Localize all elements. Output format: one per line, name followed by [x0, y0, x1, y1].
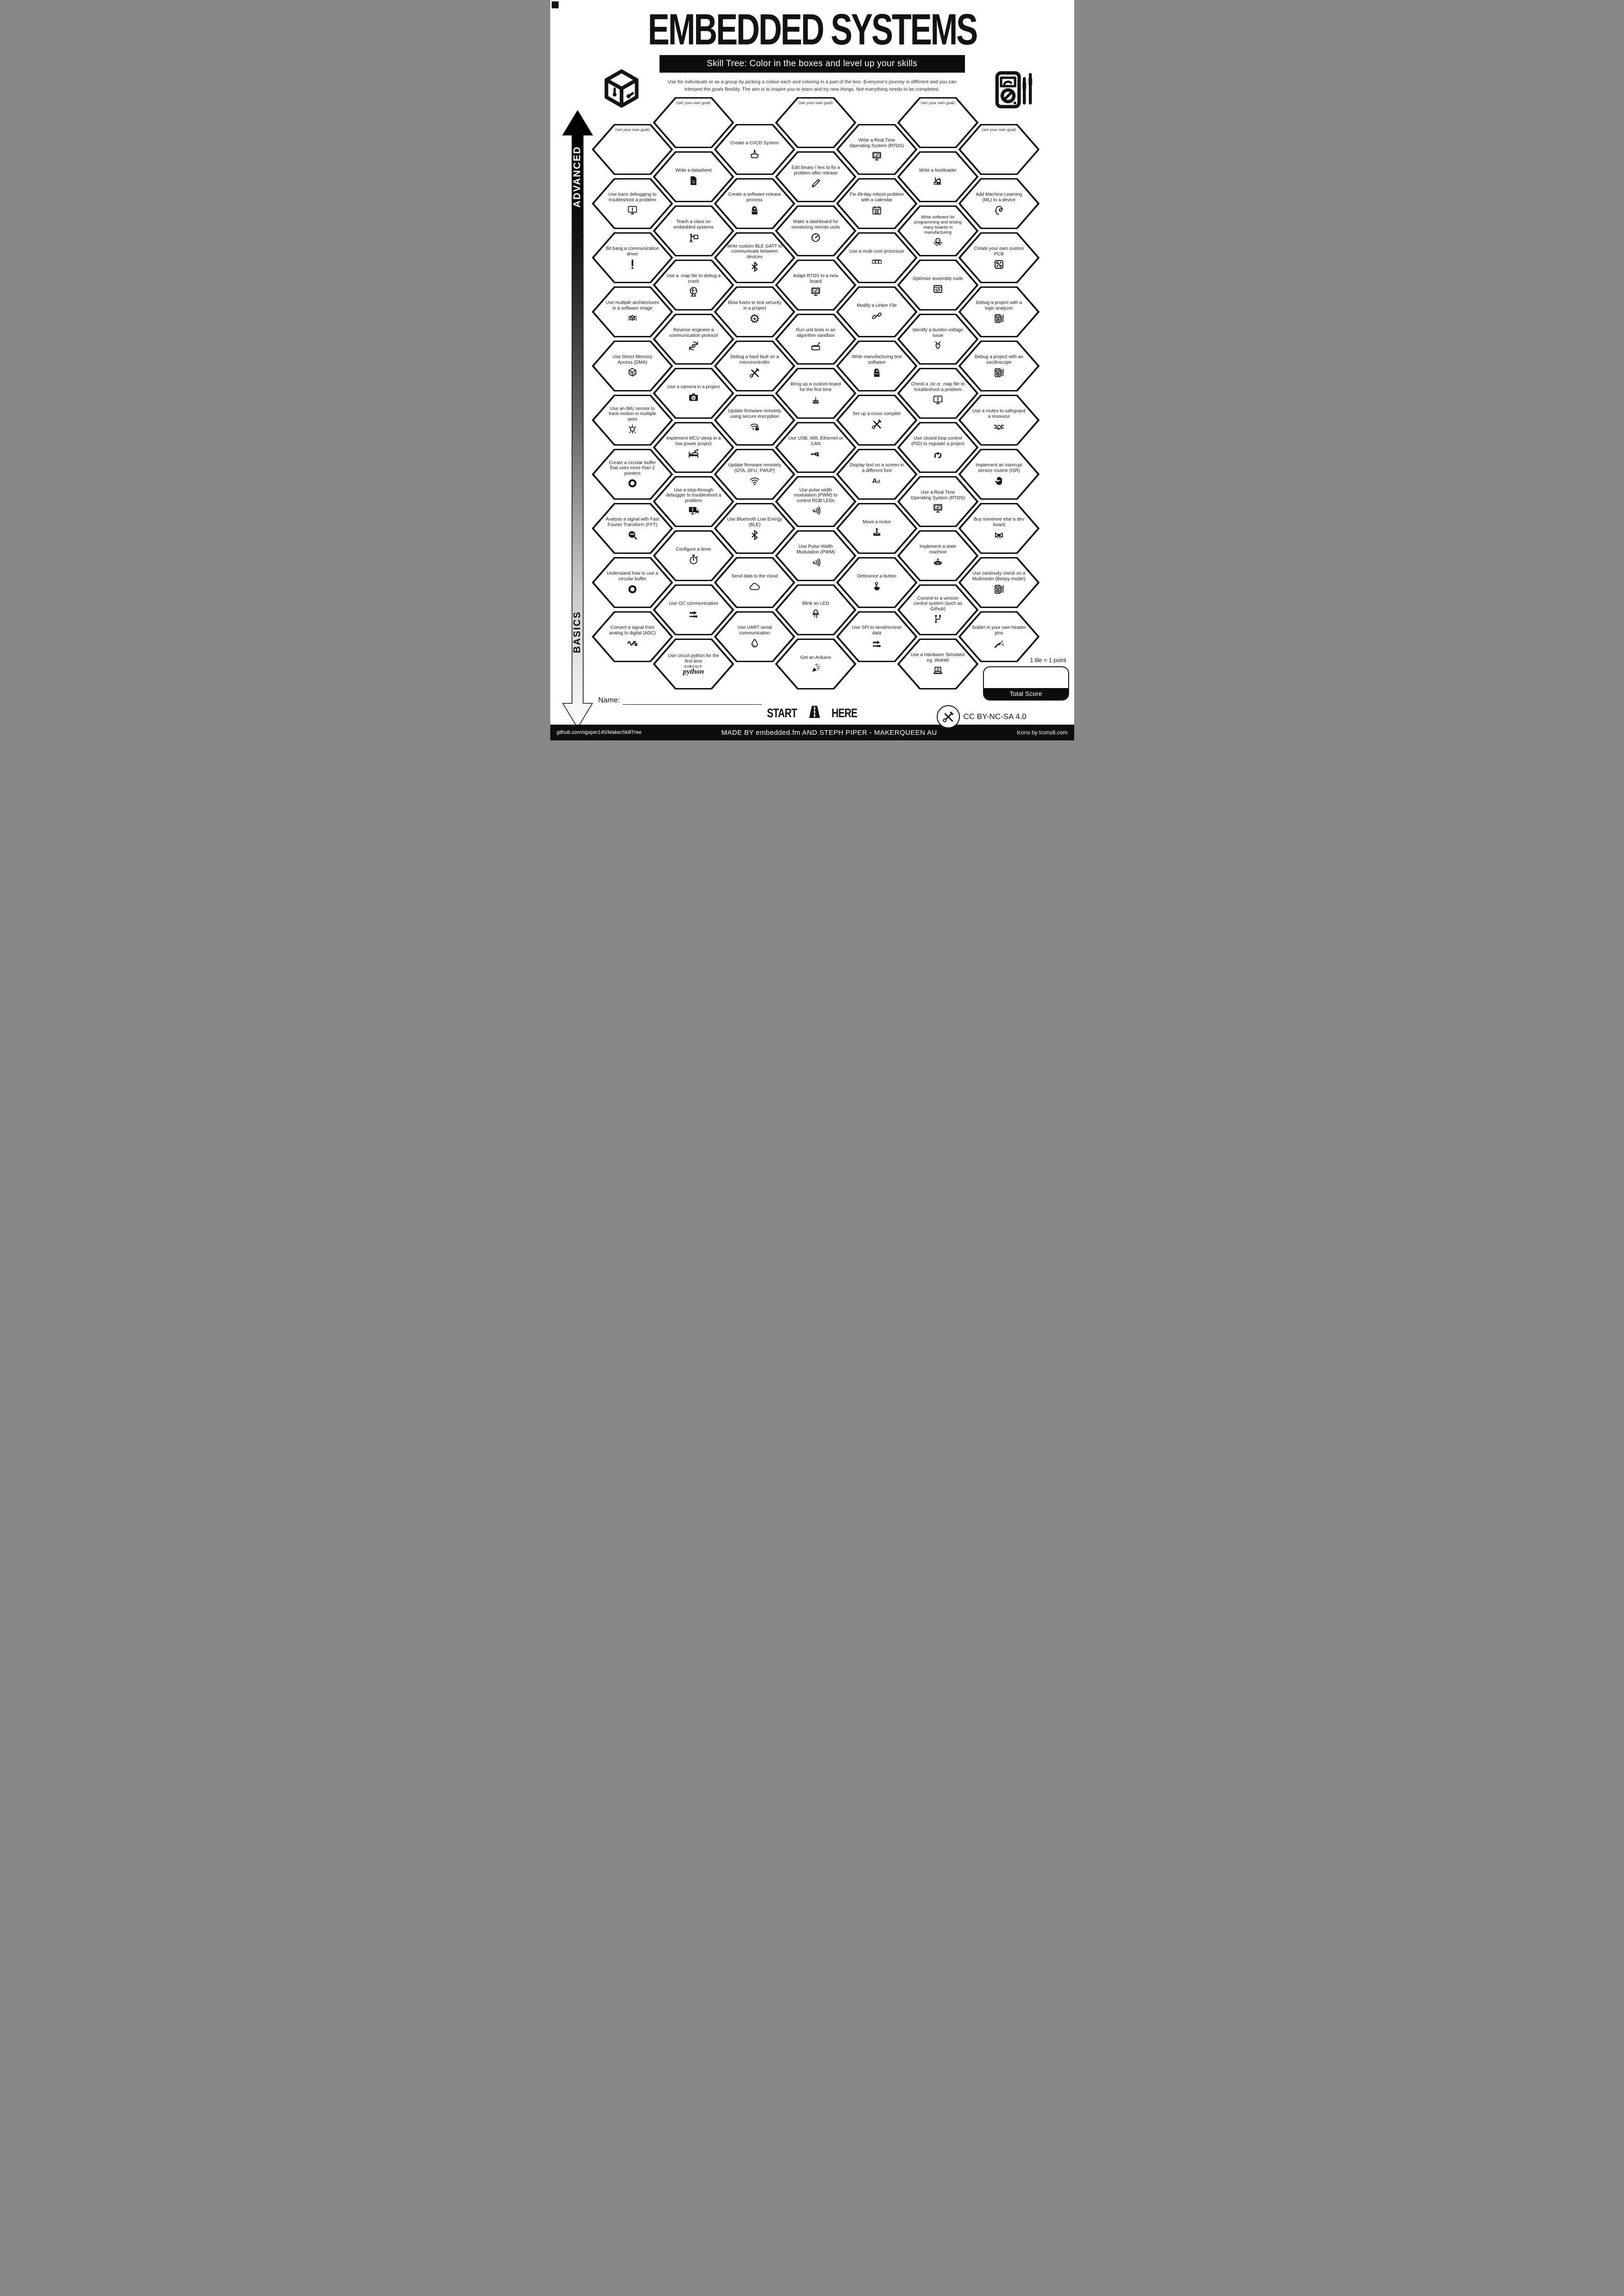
wifi-lock-icon: [749, 421, 760, 433]
name-label: Name:: [598, 696, 620, 704]
maker-tools-icon: [937, 705, 960, 728]
skill-label: Debounce a button: [857, 574, 896, 579]
skill-hex[interactable]: [958, 503, 1040, 554]
ring-icon: [627, 478, 638, 489]
license-text: CC BY-NC-SA 4.0: [963, 712, 1027, 721]
skill-label: Use UART serial communication: [737, 625, 772, 636]
start-label: START: [767, 706, 797, 720]
axes-cube-icon: [627, 423, 638, 435]
intro-text-line2: interpret the goals flexibly. The aim is to inspire you to learn and try new things. Not everything needs to be completed.: [684, 87, 940, 92]
document-icon: [688, 175, 699, 186]
skill-label: Write a bootloader: [919, 168, 957, 174]
skill-label: Use trace debugging to troubleshoot a problem: [608, 192, 657, 203]
skill-label: Implement MCU sleep in a low power project: [666, 436, 721, 447]
skill-label: Use I2C communication: [669, 601, 718, 607]
svg-text:A: A: [872, 477, 877, 485]
bluetooth-icon: [749, 529, 760, 541]
cake-icon: [810, 394, 821, 406]
skill-label: Use a Hardware Simulator eg. WokWi: [910, 652, 965, 663]
skill-label: Reverse engineer a communication protocol: [669, 328, 718, 338]
skill-label: Blow fuses to test security in a project: [728, 300, 782, 311]
skill-label: Update firmware remotely (OTA, DFU, FWUP): [728, 463, 781, 473]
skill-label: Send data to the cloud: [731, 574, 778, 579]
multimeter-icon: [989, 66, 1037, 116]
multimeter-icon: [993, 313, 1005, 324]
monitor-alert-icon: [932, 394, 944, 406]
skill-label: Bring up a custom board for the first time: [790, 382, 841, 392]
skill-label: Move a motor: [862, 520, 891, 525]
calendar-icon: [871, 205, 883, 216]
hex-content: [958, 449, 1040, 500]
skill-hex[interactable]: [958, 395, 1040, 446]
skill-label: Use continuity check on a Multimeter (Beepy mode!): [972, 571, 1026, 582]
solder-icon: [993, 638, 1005, 649]
skill-label: Use a mutex to safeguard a resource: [972, 409, 1026, 419]
skill-label: (set your own goal): [798, 100, 833, 105]
globe-icon: [688, 286, 699, 298]
skill-label: Run unit tests in an algorithm sandbox: [796, 328, 836, 338]
skill-label: Identify a burden voltage issue: [912, 328, 964, 338]
monitor-bug-icon: [688, 505, 699, 516]
git-icon: [932, 613, 944, 625]
skill-label: Write a datasheet: [675, 168, 712, 174]
skill-hex[interactable]: [958, 232, 1040, 283]
skill-label: Debug a project with a logic analyzer: [976, 300, 1022, 311]
party-icon: [810, 662, 821, 674]
skill-label: (set your own goal): [676, 100, 711, 105]
ring-icon: [627, 583, 638, 595]
skill-label: Blink an LED: [802, 601, 829, 607]
skill-label: Check a .lst or .map file to troubleshoot a problem: [911, 382, 965, 392]
adc-wave-icon: [627, 638, 638, 649]
here-label: HERE: [832, 706, 858, 720]
skill-label: Bit bang a communication driver: [605, 246, 660, 257]
skill-label: Use a multi core processor: [849, 249, 904, 254]
skill-label: Create a circular buffer that uses more than 2 pointers: [609, 460, 656, 476]
skill-label: (set your own goal): [921, 100, 955, 105]
font-aa-icon: [871, 475, 883, 487]
skill-label: Solder in your own header pins: [972, 625, 1026, 636]
skill-label: Convert a signal from analog to digital (ADC): [609, 625, 656, 636]
page-title: EMBEDDED SYSTEMS: [647, 5, 977, 54]
skill-tree-poster: [550, 0, 1074, 740]
hex-content: [958, 286, 1040, 337]
code-window-icon: [932, 283, 944, 295]
skill-label: (set your own goal): [615, 127, 650, 132]
tools-icon: [871, 418, 883, 430]
skill-label: Use a camera in a project: [667, 385, 720, 390]
bed-icon: [688, 448, 699, 460]
monitor-alert-icon: [627, 205, 638, 216]
tools-icon: [749, 367, 760, 379]
skill-label: Adapt RTOS to a new board: [793, 273, 838, 284]
tile-point-note: 1 tile = 1 point: [1030, 657, 1066, 664]
handshake-icon: [993, 421, 1005, 433]
skill-label: Understand how to use a circular buffer: [606, 571, 659, 582]
skill-label: Use circuit python for the first time: [668, 653, 719, 664]
link-icon: [871, 310, 883, 322]
skill-label: Implement a state machine: [919, 544, 957, 555]
cubes-icon: [871, 256, 883, 267]
skill-hex[interactable]: [958, 449, 1040, 500]
explosion-icon: [749, 313, 760, 324]
teacher-icon: [688, 232, 699, 243]
skill-label: Debug a hard fault on a microcontroller: [730, 354, 779, 365]
led-icon: [810, 608, 821, 620]
exclamation-icon: [627, 259, 638, 270]
skill-label: Get an Arduino: [800, 655, 831, 661]
circuit-cube-icon: [596, 65, 647, 119]
multimeter-icon: [993, 367, 1005, 379]
chip-cube-icon: [627, 367, 638, 379]
pid-icon: [932, 448, 944, 460]
skill-hex[interactable]: [958, 341, 1040, 391]
hex-content: [958, 178, 1040, 229]
pwm-icon: [810, 557, 821, 568]
hex-content: [958, 557, 1040, 608]
forklift-icon: [932, 175, 944, 186]
skill-label: Make a dashboard for monitoring remote units: [791, 219, 840, 230]
skill-label: Use SPI to send/recieve data: [852, 625, 902, 636]
hex-content: [958, 341, 1040, 391]
skill-label: Use a Real Time Operating System (RTOS): [911, 490, 965, 501]
skill-label: Use Pulse Width Modulation (PWM): [796, 544, 835, 555]
skill-label: Use Direct Memory Access (DMA): [612, 354, 653, 365]
camera-icon: [688, 391, 699, 403]
monitor-check-icon: [871, 150, 883, 162]
skill-label: Teach a class on embedded systems: [673, 219, 714, 230]
skill-hex[interactable]: [958, 178, 1040, 229]
skill-label: Implement an interrupt service routine (ISR): [976, 463, 1022, 473]
box-cd-icon: [871, 367, 883, 379]
skill-label: Use USB, Wifi, Ethernet or CAN: [788, 436, 843, 447]
hex-content: [958, 395, 1040, 446]
press-icon: [871, 581, 883, 592]
footer-credit: MADE BY embedded.fm AND STEPH PIPER - MAKERQUEEN AU: [721, 728, 937, 737]
footer-repo-link[interactable]: github.com/sjpiper145/MakerSkillTree: [556, 730, 642, 735]
hex-content: [958, 611, 1040, 662]
skill-label: Write manufacturing test software: [852, 354, 902, 365]
robot-icon: [932, 557, 944, 568]
skill-label: Debug a project with an oscilloscope: [974, 354, 1024, 365]
skill-label: Modify a Linker File: [857, 303, 897, 309]
hex-content: [958, 124, 1040, 175]
skill-label: (set your own goal): [982, 127, 1016, 132]
basics-label: BASICS: [572, 610, 583, 653]
usb-icon: [810, 448, 821, 460]
skill-label: Use closed loop control (PID) to regulate a project: [911, 436, 964, 447]
monitor-check-icon: [932, 503, 944, 514]
laptop-icon: [932, 665, 944, 676]
footer-bar: [550, 725, 1074, 740]
skill-label: Edit binary / hex to fix a problem after release: [791, 165, 840, 176]
box-cd-icon: [749, 205, 760, 216]
skill-label: Create a CI/CD System: [730, 141, 779, 146]
skill-label: Create a software release process: [728, 192, 781, 203]
bow-icon: [993, 529, 1005, 541]
skill-label: Add Machine Learning (ML) to a device: [976, 192, 1022, 203]
monitor-check-icon: [810, 286, 821, 298]
corner-mark: [552, 1, 559, 8]
stopwatch-icon: [688, 554, 699, 565]
multimeter-icon: [993, 583, 1005, 595]
skill-label: Analyse a signal with Fast Fourier Transform (FFT): [605, 517, 660, 527]
skill-label: Use a .map file to debug a crash: [666, 273, 721, 284]
skill-label: Buy someone else a dev board: [973, 517, 1025, 527]
gear-loop-icon: [688, 340, 699, 352]
drop-icon: [749, 638, 760, 649]
skill-label: Optimize assembly code: [913, 276, 963, 282]
svg-text:a: a: [877, 478, 880, 484]
pencil-icon: [810, 178, 821, 189]
skill-hex[interactable]: [958, 124, 1040, 175]
advanced-label: ADVANCED: [572, 146, 583, 208]
hex-content: [958, 503, 1040, 554]
donkey-icon: [932, 340, 944, 352]
skill-label: Write a Real Time Operating System (RTOS): [850, 138, 904, 149]
skill-label: Fix 49-day reboot problem with a calendar: [850, 192, 904, 203]
footer-icons-credit[interactable]: Icons by Icons8.com: [1017, 729, 1068, 736]
bluetooth-icon: [749, 261, 760, 273]
skill-label: Commit to a version control system (such as Github): [913, 596, 963, 612]
skill-label: Use Bluetooth Low Energy (BLE): [727, 517, 782, 527]
skill-label: Use pulse width modulation (PWM) to control RGB LEDs: [794, 487, 838, 503]
skill-label: Configure a timer: [676, 547, 711, 552]
octopus-icon: [932, 236, 944, 248]
hand-icon: [993, 475, 1005, 487]
brain-gear-icon: [993, 205, 1005, 216]
circuitpython-icon: CIRCUIT python: [683, 665, 704, 676]
skill-label: Use a step-through debugger to troubleshoot a problem: [666, 487, 722, 503]
motor-icon: [871, 527, 883, 538]
intro-text-line1: Use for individuals or as a group by picking a colour each and coloring in a part of the box. Everyone's journey is different and you can: [667, 80, 957, 85]
cube-network-icon: [627, 313, 638, 324]
skill-label: Create your own custom PCB: [974, 246, 1024, 257]
wifi-icon: [749, 475, 760, 487]
skill-label: Use an IMU sensor to track motion in multiple axes: [609, 406, 656, 422]
skill-label: Write software for programming and testing many boards in manufacturing: [914, 215, 962, 235]
pwm-icon: [810, 505, 821, 516]
skill-label: Update firmware remotely using secure encryption: [728, 409, 781, 419]
skill-label: Write custom BLE GATT to communicate between devices: [727, 243, 783, 260]
road-icon: [806, 703, 823, 723]
gauge-icon: [810, 232, 821, 243]
skill-label: Set up a cross compiler: [852, 411, 901, 417]
cloud-icon: [749, 581, 760, 592]
node-arrow-icon: [871, 638, 883, 649]
pcb-icon: [993, 259, 1005, 270]
total-score-box[interactable]: [983, 666, 1069, 701]
hex-content: [958, 232, 1040, 283]
rocket-box-icon: [749, 148, 760, 159]
sandbox-icon: [810, 340, 821, 352]
total-score-label: Total Score: [984, 688, 1068, 700]
skill-label: Use multiple architectures in a software image: [605, 300, 660, 311]
skill-hex[interactable]: [958, 611, 1040, 662]
node-arrow-icon: [688, 608, 699, 620]
skill-hex[interactable]: [958, 557, 1040, 608]
skill-hex[interactable]: [958, 286, 1040, 337]
search-wave-icon: [627, 529, 638, 541]
skill-label: Display text on a screen in a different font: [849, 463, 904, 473]
subtitle-bar: Skill Tree: Color in the boxes and level up your skills: [660, 55, 965, 73]
